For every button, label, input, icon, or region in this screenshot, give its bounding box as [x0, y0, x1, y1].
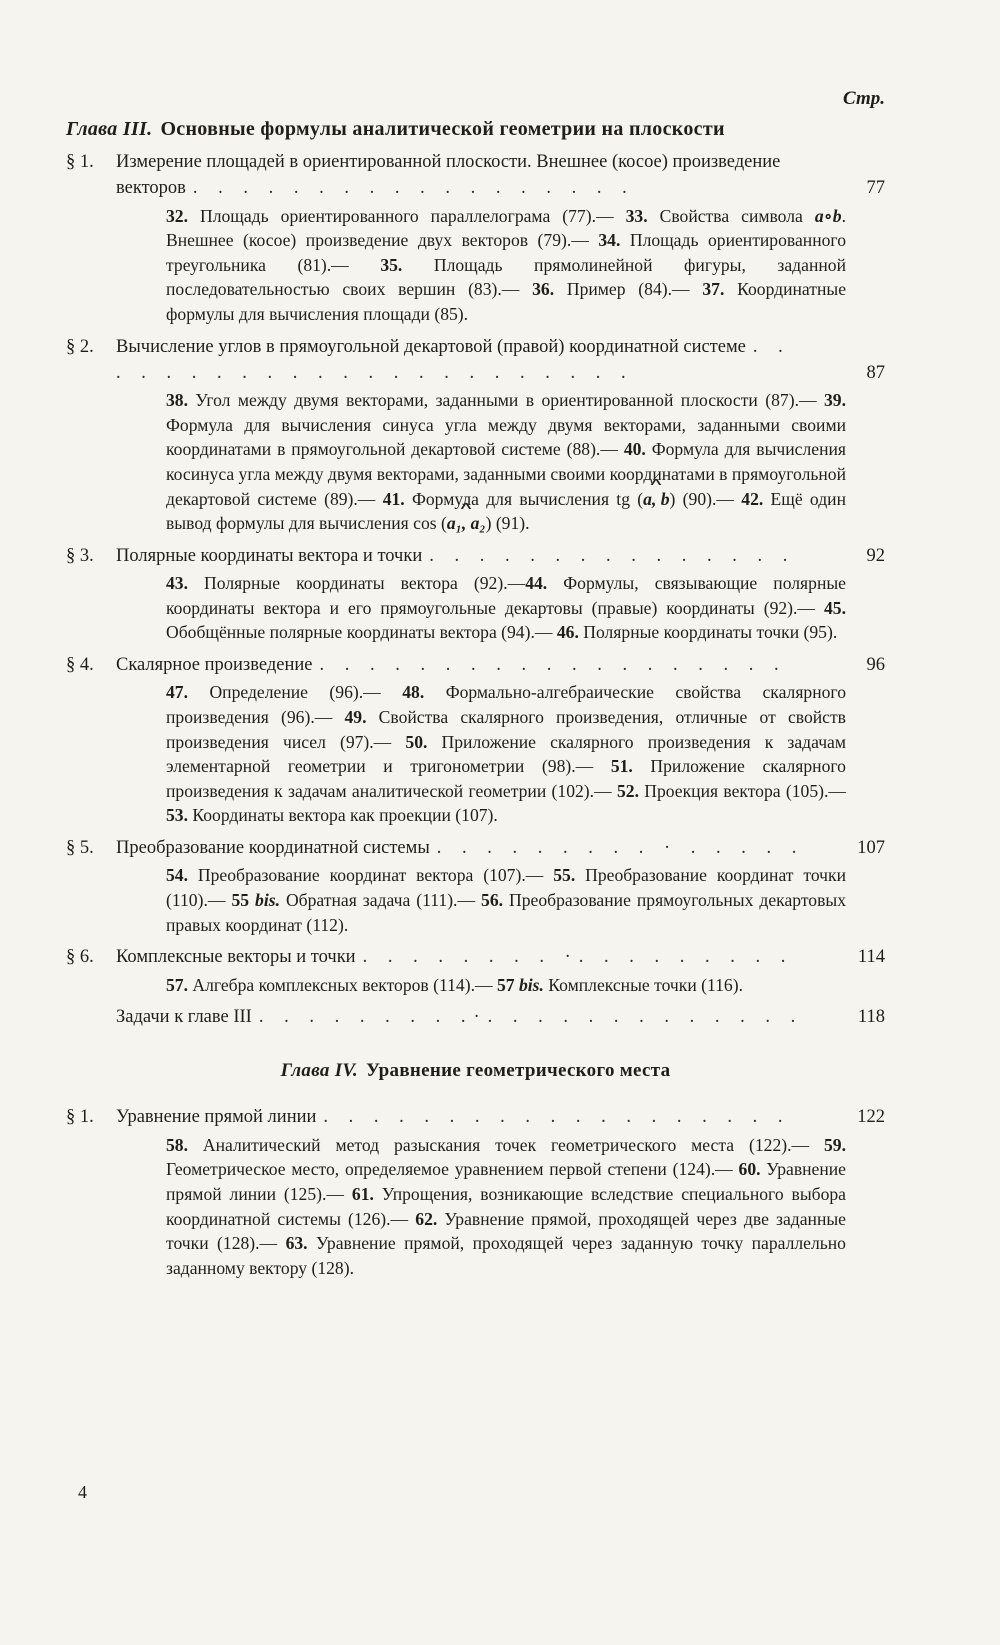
section-title: Полярные координаты вектора и точки [116, 545, 423, 566]
page-ref: 96 [866, 655, 885, 676]
detail-text: Координатные формулы для вычисления площади (85). [166, 279, 846, 325]
section-label: § 1. [66, 1107, 94, 1128]
item-number: 36. [532, 279, 555, 300]
item-number: 59. [824, 1134, 846, 1155]
dot-leader: . . . . . . . . . . . . . . . . . . . [319, 655, 787, 676]
dot-leader: . . . . . . . . . . . . . . . . . . . . . . . [116, 336, 791, 383]
detail-text: ) (90).— [669, 488, 742, 509]
item-number: 63. [285, 1233, 308, 1254]
item-number: 54. [166, 865, 188, 886]
section-entry [66, 1104, 885, 1280]
detail-text: bis. [255, 889, 280, 910]
item-number: 37. [702, 279, 725, 300]
detail-text: Упрощения, возникающие вследствие специального выбора координатной системы (126).— [166, 1183, 846, 1229]
item-number: 45. [824, 597, 846, 618]
detail-text: . Внешнее (косое) произведение двух векторов (79).— [166, 205, 846, 251]
detail-text: Формула для вычисления косинуса угла между двумя векторами, заданными своими координатами в прямоугольной декартовой системе (89).— [166, 439, 847, 509]
section-label: § 2. [66, 336, 94, 357]
detail-text: Площадь ориентированного треугольника (81).— [166, 230, 846, 275]
detail-text: Полярные координаты точки (95). [578, 622, 838, 643]
dot-leader: . . . . . . . . .·. . . . . . . . . . . . . [258, 1007, 804, 1028]
item-number: 39. [824, 390, 846, 411]
detail-text: Приложение скалярного произведения к задачам аналитической геометрии (102).— [166, 756, 846, 801]
item-number: 42. [741, 488, 764, 509]
section-detail [166, 571, 846, 645]
detail-text: Преобразование прямоугольных декартовых правых координат (112). [166, 889, 846, 935]
section-detail [166, 388, 846, 536]
dot-leader: . . . . . . . . . . . . . . . . . . . [323, 1107, 791, 1128]
math-hat-expression: ∧ a, b [643, 487, 669, 512]
item-number: 55 [231, 889, 256, 910]
toc-entry-line [66, 652, 885, 678]
item-number: 50. [405, 731, 428, 752]
detail-text: Уравнение прямой, проходящей через заданную точку параллельно заданному вектору (128). [166, 1233, 846, 1278]
item-number: 55. [553, 865, 576, 886]
item-number: 41. [382, 488, 405, 509]
detail-text: bis. [518, 974, 544, 995]
item-number: 52. [616, 780, 639, 801]
detail-text: Проекция вектора (105).— [638, 780, 846, 801]
item-number: 62. [415, 1208, 438, 1229]
section-entry [66, 543, 885, 645]
section-label: § 6. [66, 947, 94, 968]
section-detail [166, 973, 846, 998]
chapter-3-title: Основные формулы аналитической геометрии на плоскости [160, 118, 725, 140]
item-number: 53. [166, 805, 188, 826]
chapter-4-title: Уравнение геометрического места [366, 1060, 671, 1082]
item-number: 60. [738, 1159, 761, 1180]
item-number: 61. [351, 1183, 374, 1204]
detail-text: Обратная задача (111).— [279, 889, 482, 910]
detail-text: Свойства скалярного произведения, отличные от свойств произведения чисел (97).— [166, 706, 846, 752]
math-hat-expression: ∧ a₁, a₂ [447, 511, 486, 536]
toc-entry-line [66, 1104, 885, 1130]
section-entry [66, 149, 885, 327]
section-title: Преобразование координатной системы [116, 838, 430, 859]
detail-text: Геометрическое место, определяемое уравнением первой степени (124).— [166, 1159, 739, 1180]
detail-text: Приложение скалярного произведения к задачам элементарной геометрии и тригонометрии (98).— [166, 731, 846, 777]
section-entry [66, 944, 885, 997]
item-number: 49. [344, 706, 367, 727]
toc-entry-line [66, 543, 885, 569]
item-number: 57. [166, 974, 188, 995]
detail-text: Формула для вычисления синуса угла между двумя векторами, заданными своими координатами в прямоугольной декартовой системе (88).— [166, 414, 846, 460]
page-ref: 122 [857, 1107, 885, 1128]
detail-text: Уравнение прямой линии (125).— [166, 1159, 846, 1204]
item-number: 51. [610, 756, 633, 777]
detail-text: ) (91). [485, 513, 530, 534]
section-detail [166, 680, 846, 828]
toc-entry-line [66, 835, 885, 861]
detail-text: Преобразование координат вектора (107).— [188, 865, 554, 886]
detail-text: Пример (84).— [554, 279, 703, 300]
detail-text: Формулы, связывающие полярные координаты вектора и его прямоугольные декартовы (правые) координаты (92).— [166, 573, 846, 618]
detail-text: Ещё один вывод формулы для вычисления cos ( [166, 488, 846, 534]
detail-text: a∘b [814, 205, 842, 226]
detail-text: Свойства символа [647, 205, 815, 226]
section-title: Скалярное произведение [116, 655, 313, 676]
section-title: Комплексные векторы и точки [116, 947, 356, 968]
item-number: 47. [166, 682, 188, 703]
detail-text: Полярные координаты вектора (92).— [188, 573, 526, 594]
item-number: 57 [496, 974, 519, 995]
toc-entry-line [66, 1004, 885, 1030]
dot-leader: . . . . . . . . . . . . . . . [429, 545, 796, 566]
book-page-number: 4 [78, 1482, 87, 1502]
toc-entry-line [66, 334, 885, 387]
item-number: 33. [625, 205, 648, 226]
item-number: 46. [556, 622, 579, 643]
page-ref: 87 [866, 362, 885, 383]
item-number: 56. [481, 889, 504, 910]
page-ref: 92 [866, 545, 885, 566]
chapter-3-heading [66, 118, 885, 141]
section-title: Измерение площадей в ориентированной плоскости. Внешнее (косое) произведение векторов [116, 152, 781, 199]
detail-text: Площадь прямолинейной фигуры, заданной последовательностью своих вершин (83).— [166, 254, 846, 300]
detail-text: Алгебра комплексных векторов (114).— [188, 974, 497, 995]
chapter-4-heading [66, 1060, 885, 1082]
item-number: 43. [166, 573, 188, 594]
detail-text: Формула для вычисления tg ( [404, 488, 644, 509]
item-number: 48. [402, 682, 425, 703]
item-number: 35. [380, 254, 403, 275]
dot-leader: . . . . . . . . ·. . . . . . . . . [362, 947, 794, 968]
section-label: § 5. [66, 838, 94, 859]
detail-text: Угол между двумя векторами, заданными в ориентированной плоскости (87).— [188, 390, 824, 411]
page-ref: 114 [857, 947, 885, 968]
section-entry [66, 334, 885, 536]
item-number: 40. [623, 439, 646, 460]
page-ref: 77 [866, 178, 885, 199]
section-detail [166, 1133, 846, 1281]
detail-text: Координаты вектора как проекции (107). [188, 805, 498, 826]
item-number: 44. [525, 573, 548, 594]
item-number: 38. [166, 390, 188, 411]
problems-entry [66, 1004, 885, 1030]
item-number: 58. [166, 1134, 188, 1155]
section-title: Уравнение прямой линии [116, 1107, 317, 1128]
section-label: § 4. [66, 655, 94, 676]
chapter-4-label: Глава IV. [280, 1060, 358, 1082]
column-header: Стр. [843, 88, 885, 109]
item-number: 32. [166, 205, 188, 226]
page-ref: 107 [857, 838, 885, 859]
problems-title: Задачи к главе III [116, 1007, 252, 1028]
dot-leader: . . . . . . . . . . . . . . . . . . [192, 178, 635, 199]
page-ref: 118 [857, 1007, 885, 1028]
detail-text: Уравнение прямой, проходящей через две заданные точки (128).— [166, 1208, 846, 1254]
detail-text: Преобразование координат точки (110).— [166, 865, 846, 910]
detail-text: Формально-алгебраические свойства скалярного произведения (96).— [166, 682, 847, 727]
section-label: § 1. [66, 152, 94, 172]
section-entry [66, 835, 885, 937]
toc-entry-line [66, 944, 885, 970]
detail-text: Аналитический метод разыскания точек геометрического места (122).— [188, 1134, 824, 1155]
chapter-3-label: Глава III. [66, 118, 153, 140]
detail-text: Площадь ориентированного параллелограма (77).— [188, 205, 626, 226]
detail-text: Обобщённые полярные координаты вектора (94).— [166, 622, 557, 643]
item-number: 34. [598, 230, 621, 251]
toc-entry-line [66, 149, 885, 202]
detail-text: Комплексные точки (116). [543, 974, 743, 995]
dot-leader: . . . . . . . . . · . . . . . [436, 838, 805, 859]
section-detail [166, 863, 846, 937]
section-detail [166, 204, 846, 327]
section-title: Вычисление углов в прямоугольной декартовой (правой) координатной системе [116, 336, 746, 357]
detail-text: Определение (96).— [188, 682, 403, 703]
section-entry [66, 652, 885, 828]
section-label: § 3. [66, 545, 94, 566]
